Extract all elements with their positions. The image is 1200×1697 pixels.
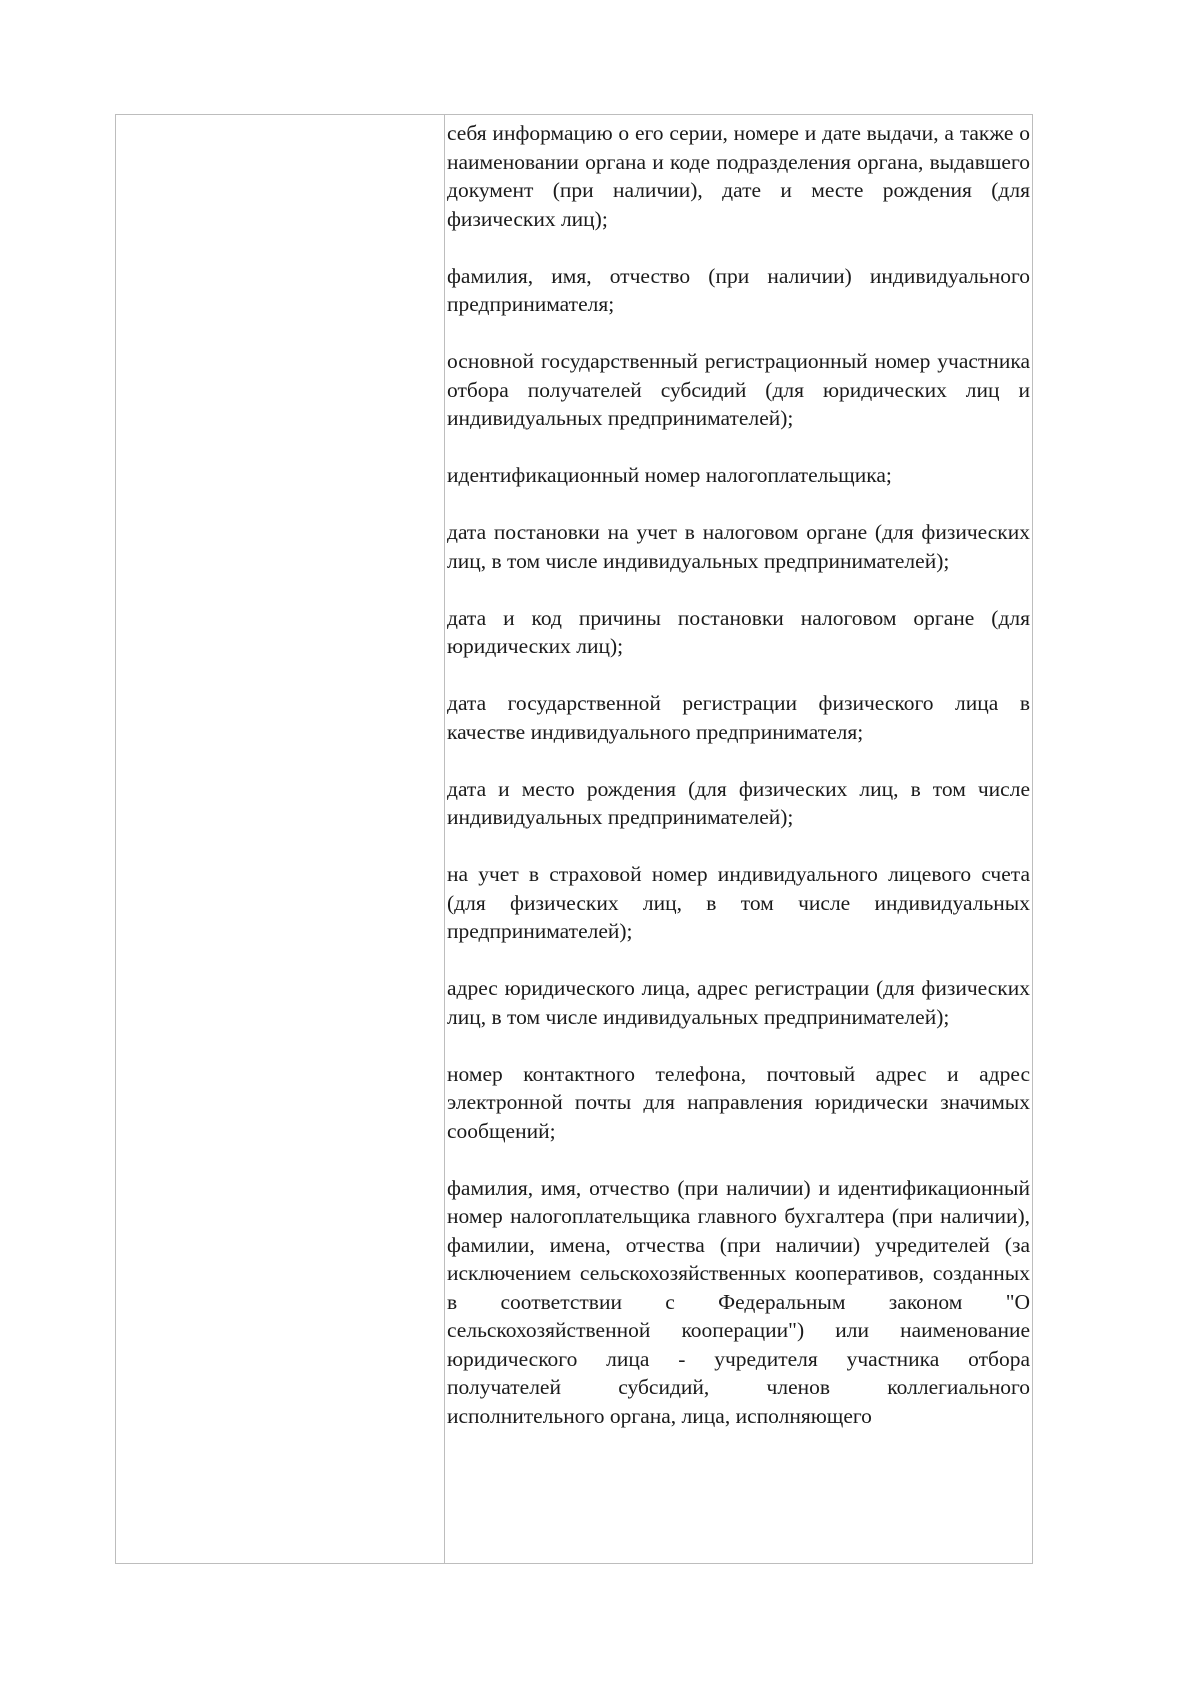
- paragraph: дата государственной регистрации физического лица в качестве индивидуального предпринимателя;: [447, 691, 1030, 744]
- document-table: [115, 114, 1033, 1564]
- paragraph: себя информацию о его серии, номере и дате выдачи, а также о наименовании органа и коде подразделения органа, выдавшего документ (при наличии), дате и месте рождения (для физических лиц);: [447, 121, 1030, 231]
- paragraph: дата постановки на учет в налоговом органе (для физических лиц, в том числе индивидуальных предпринимателей);: [447, 520, 1030, 573]
- paragraph: адрес юридического лица, адрес регистрации (для физических лиц, в том числе индивидуальных предпринимателей);: [447, 976, 1030, 1029]
- paragraph: на учет в страховой номер индивидуального лицевого счета (для физических лиц, в том числе индивидуальных предпринимателей);: [447, 862, 1030, 943]
- paragraph: номер контактного телефона, почтовый адрес и адрес электронной почты для направления юридически значимых сообщений;: [447, 1061, 1030, 1143]
- paragraph: фамилия, имя, отчество (при наличии) и идентификационный номер налогоплательщика главного бухгалтера (при наличии), фамилии, имена, отчества (при наличии) учредителей (за исключением сельскохозяйственных кооперативов, созданных в соответствии с Федеральным законом "О сельскохозяйственной кооперации") или наименование юридического лица - учредителя участника отбора получателей субсидий, членов коллегиального исполнительного органа, лица, исполняющего: [447, 1175, 1030, 1428]
- table-right-cell: [445, 115, 1032, 1563]
- paragraph: дата и место рождения (для физических лиц, в том числе индивидуальных предпринимателей);: [447, 776, 1030, 829]
- paragraph: идентификационный номер налогоплательщика;: [447, 463, 892, 487]
- paragraph: фамилия, имя, отчество (при наличии) индивидуального предпринимателя;: [447, 263, 1030, 316]
- paragraph: основной государственный регистрационный номер участника отбора получателей субсидий (для юридических лиц и индивидуальных предпринимателей);: [447, 349, 1030, 430]
- paragraph: дата и код причины постановки налоговом органе (для юридических лиц);: [447, 605, 1030, 658]
- table-left-cell: [116, 115, 445, 1563]
